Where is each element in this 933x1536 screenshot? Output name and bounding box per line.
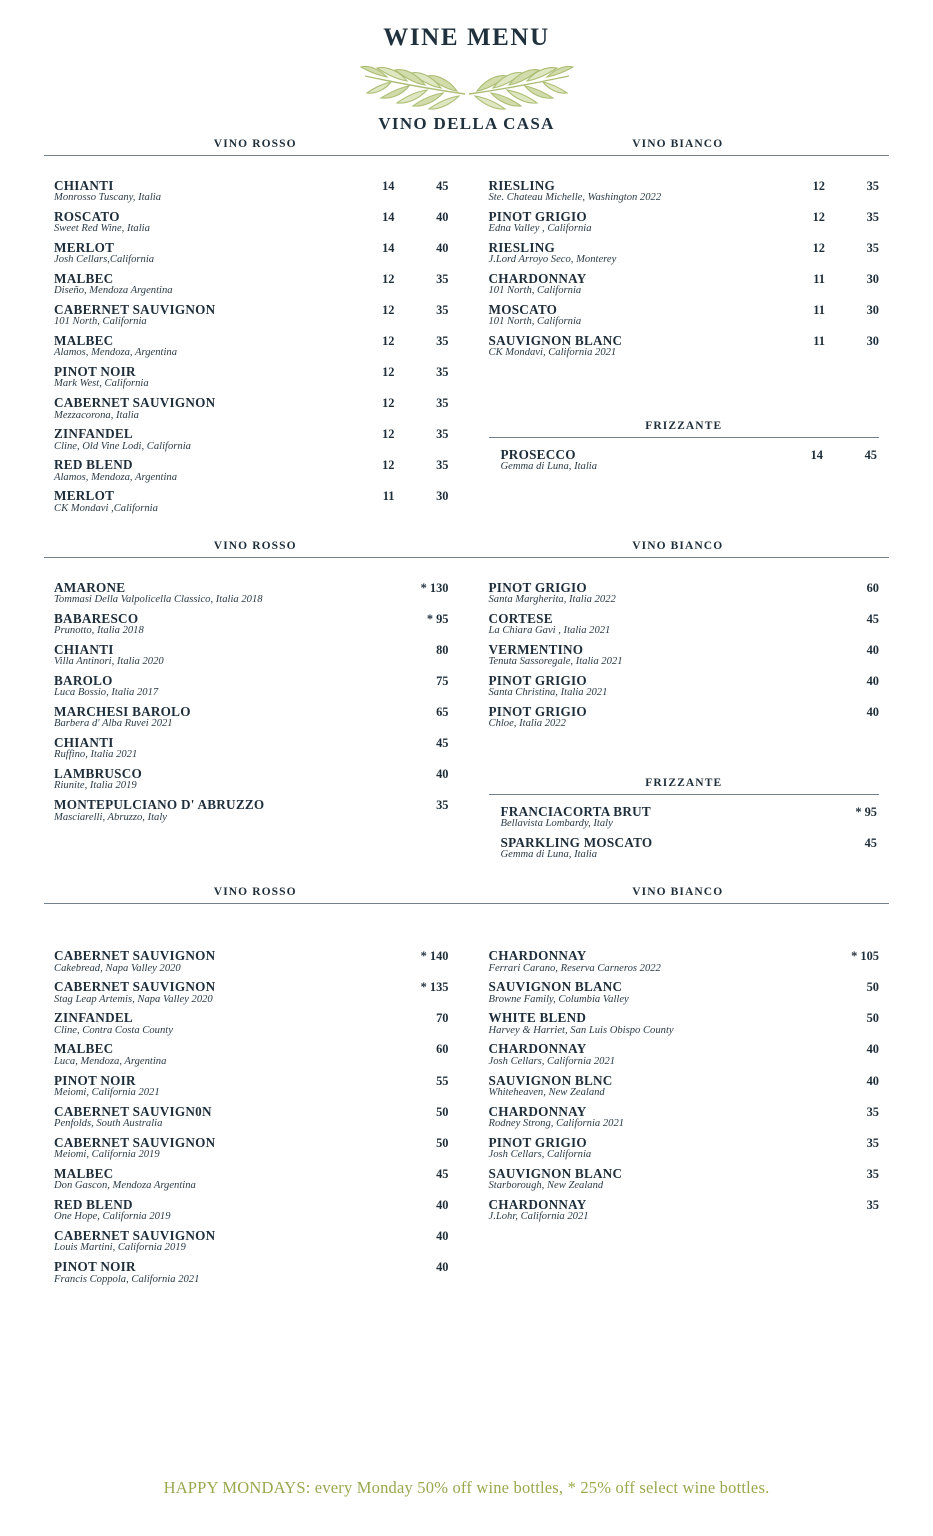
bottle-price: 55 (436, 1073, 449, 1088)
wine-description: Rodney Strong, California 2021 (488, 1118, 625, 1130)
frizzante-divider (489, 794, 880, 795)
wine-description: Penfolds, South Australia (54, 1118, 163, 1130)
list-item[interactable] (54, 611, 449, 638)
wine-name: RIESLING (488, 239, 555, 255)
glass-price: 14 (382, 209, 395, 224)
wine-name: MOSCATO (488, 301, 558, 317)
list-item[interactable] (54, 271, 449, 298)
bottle-price: * 130 (420, 580, 449, 595)
list-item[interactable] (54, 580, 449, 607)
glass-price: 12 (382, 271, 395, 286)
bottle-price: 35 (436, 302, 449, 317)
wine-name: CHARDONNAY (488, 1103, 587, 1119)
wine-description: Cakebread, Napa Valley 2020 (54, 962, 181, 974)
wine-description: Edna Valley , California (488, 222, 592, 234)
section-house (44, 138, 889, 520)
list-item[interactable] (489, 580, 880, 607)
bottle-price: 35 (866, 1166, 879, 1181)
bottle-price: * 95 (855, 805, 877, 819)
wine-description: Browne Family, Columbia Valley (488, 993, 629, 1005)
list-item[interactable] (489, 240, 880, 267)
bottle-price: 35 (866, 240, 879, 255)
wine-name: CHIANTI (54, 177, 114, 193)
list-item[interactable] (489, 704, 880, 731)
glass-price: 11 (813, 333, 825, 348)
bottle-price: 40 (436, 1197, 449, 1212)
column-header-vino-rosso: VINO ROSSO (213, 539, 297, 552)
bottle-price: 35 (436, 396, 449, 411)
wine-name: CABERNET SAUVIGNON (54, 979, 216, 995)
list-item[interactable] (54, 488, 449, 515)
list-item[interactable] (54, 1135, 449, 1162)
wine-name: MALBEC (54, 1165, 114, 1181)
frizzante-header: FRIZZANTE (645, 420, 723, 433)
wine-name: MALBEC (54, 332, 114, 348)
wine-description: Mark West, California (54, 378, 149, 390)
wine-name: CHIANTI (54, 641, 114, 657)
bottle-price: 35 (866, 209, 879, 224)
list-item[interactable] (54, 1010, 449, 1037)
wine-description: Sweet Red Wine, Italia (54, 222, 150, 234)
wine-description: Santa Christina, Italia 2021 (488, 687, 608, 699)
list-item[interactable] (54, 979, 449, 1006)
wine-description: Tommasi Della Valpolicella Classico, Italia 2018 (54, 593, 263, 605)
bottle-price: 50 (866, 980, 879, 995)
wine-name: SAUVIGNON BLANC (488, 332, 623, 348)
list-item[interactable] (54, 333, 449, 360)
page-subtitle: VINO DELLA CASA (378, 113, 555, 133)
wine-name: CABERNET SAUVIGNON (54, 1228, 216, 1244)
wine-description: Monrosso Tuscany, Italia (54, 191, 162, 203)
wine-name: RIESLING (488, 177, 555, 193)
bottle-price: 45 (436, 736, 449, 750)
bottle-price: 35 (866, 178, 879, 193)
wine-description: La Chiara Gavi , Italia 2021 (488, 625, 611, 637)
wine-description: Barbera d' Alba Ruvei 2021 (54, 718, 173, 730)
wine-description: Cline, Old Vine Lodi, California (54, 440, 191, 452)
wine-name: MARCHESI BAROLO (54, 703, 191, 719)
column-header-vino-bianco: VINO BIANCO (632, 886, 724, 899)
reserve-italian-red-list (44, 580, 467, 829)
list-item[interactable] (489, 1073, 880, 1100)
bottle-price: * 140 (420, 949, 449, 964)
wine-name: CABERNET SAUVIGNON (54, 948, 216, 964)
wine-name: PINOT GRIGIO (488, 579, 587, 595)
menu-masthead (0, 0, 933, 134)
list-item[interactable] (54, 642, 449, 669)
bottle-price: 35 (436, 333, 449, 348)
glass-price: 12 (382, 365, 395, 380)
section-reserve-italian (44, 540, 889, 867)
bottle-price: 35 (866, 1104, 879, 1119)
wine-description: Chloe, Italia 2022 (488, 718, 566, 730)
wine-description: Masciarelli, Abruzzo, Italy (54, 811, 167, 823)
wine-name: SAUVIGNON BLANC (488, 979, 623, 995)
list-item[interactable] (54, 1197, 449, 1224)
wine-name: ROSCATO (54, 208, 120, 224)
wine-description: Alamos, Mendoza, Argentina (54, 471, 177, 483)
bottle-price: 35 (866, 1197, 879, 1212)
wine-description: Ferrari Carano, Reserva Carneros 2022 (488, 962, 661, 974)
wine-description: Diseño, Mendoza Argentina (54, 285, 173, 297)
glass-price: 12 (812, 240, 825, 255)
column-header-vino-rosso: VINO ROSSO (213, 137, 297, 150)
list-item[interactable] (54, 395, 449, 422)
wine-description: Francis Coppola, California 2021 (54, 1273, 200, 1285)
glass-price: 12 (382, 302, 395, 317)
bottle-price: 35 (436, 427, 449, 442)
bottle-price: 60 (866, 580, 879, 595)
section-reserve-new-world (44, 886, 889, 1290)
bottle-price: 50 (436, 1135, 449, 1150)
wine-description: J.Lord Arroyo Seco, Monterey (488, 254, 617, 266)
olive-branch-ornament (317, 60, 617, 112)
list-item[interactable] (489, 1166, 880, 1193)
glass-price: 11 (382, 489, 395, 504)
wine-name: MALBEC (54, 1041, 114, 1057)
wine-description: Mezzacorona, Italia (54, 409, 139, 421)
wine-name: SPARKLING MOSCATO (500, 835, 653, 851)
list-item[interactable] (54, 797, 449, 824)
bottle-price: 40 (436, 240, 449, 255)
list-item[interactable] (501, 835, 878, 862)
wine-name: CABERNET SAUVIGNON (54, 395, 216, 411)
list-item[interactable] (54, 364, 449, 391)
wine-description: Tenuta Sassoregale, Italia 2021 (488, 656, 623, 668)
list-item[interactable] (489, 642, 880, 669)
list-item[interactable] (489, 1135, 880, 1162)
wine-description: Whiteheaven, New Zealand (488, 1086, 605, 1098)
house-red-list (44, 178, 467, 520)
wine-description: CK Mondavi, California 2021 (488, 347, 617, 359)
wine-name: PINOT GRIGIO (488, 703, 587, 719)
section-divider (44, 903, 889, 904)
wine-description: Harvey & Harriet, San Luis Obispo County (488, 1024, 674, 1036)
wine-name: FRANCIACORTA BRUT (500, 804, 651, 819)
wine-name: RED BLEND (54, 457, 133, 473)
wine-name: PINOT NOIR (54, 1072, 136, 1088)
wine-name: CABERNET SAUVIGNON (54, 301, 216, 317)
wine-description: Stag Leap Artemis, Napa Valley 2020 (54, 993, 213, 1005)
wine-name: CHIANTI (54, 735, 114, 750)
wine-name: AMARONE (54, 579, 126, 595)
list-item[interactable] (489, 1010, 880, 1037)
section-divider (44, 557, 889, 558)
list-item[interactable] (54, 457, 449, 484)
list-item[interactable] (54, 1041, 449, 1068)
bottle-price: 35 (436, 798, 449, 813)
frizzante-subsection (489, 777, 880, 862)
wine-description: Meiomi, California 2019 (54, 1149, 160, 1161)
reserve-new-world-white-list (467, 948, 890, 1228)
wine-description: Ste. Chateau Michelle, Washington 2022 (488, 191, 662, 203)
frizzante-header: FRIZZANTE (645, 777, 723, 789)
wine-description: Prunotto, Italia 2018 (54, 625, 144, 637)
bottle-price: 40 (866, 1073, 879, 1088)
bottle-price: 30 (436, 489, 449, 504)
list-item[interactable] (489, 333, 880, 360)
list-item[interactable] (54, 704, 449, 731)
happy-mondays-note: HAPPY MONDAYS: every Monday 50% off wine bottles, * 25% off select wine bottles. (163, 1478, 770, 1497)
bottle-price: 65 (436, 704, 449, 719)
list-item[interactable] (489, 271, 880, 298)
bottle-price: 35 (436, 458, 449, 473)
wine-name: BAROLO (54, 672, 113, 688)
list-item[interactable] (54, 426, 449, 453)
bottle-price: 40 (436, 1260, 449, 1275)
frizzante-divider (489, 437, 880, 438)
glass-price: 12 (812, 209, 825, 224)
wine-description: Alamos, Mendoza, Argentina (54, 347, 177, 359)
bottle-price: 70 (436, 1011, 449, 1026)
bottle-price: 40 (866, 1042, 879, 1057)
list-item[interactable] (489, 979, 880, 1006)
wine-name: ZINFANDEL (54, 426, 133, 442)
wine-description: Josh Cellars,California (54, 254, 155, 266)
wine-name: CHARDONNAY (488, 1196, 587, 1212)
wine-description: Santa Margherita, Italia 2022 (488, 593, 616, 605)
wine-description: J.Lohr, California 2021 (488, 1211, 589, 1223)
list-item[interactable] (489, 302, 880, 329)
bottle-price: 45 (866, 611, 879, 626)
wine-description: Gemma di Luna, Italia (500, 461, 598, 473)
list-item[interactable] (54, 1104, 449, 1131)
page-title: WINE MENU (383, 24, 550, 51)
bottle-price: 35 (436, 365, 449, 380)
wine-description: Luca Bossio, Italia 2017 (54, 687, 159, 699)
list-item[interactable] (489, 948, 880, 975)
wine-name: CHARDONNAY (488, 1041, 587, 1057)
wine-description: Villa Antinori, Italia 2020 (54, 656, 164, 668)
list-item[interactable] (489, 1197, 880, 1224)
glass-price: 14 (382, 240, 395, 255)
bottle-price: 35 (436, 271, 449, 286)
column-header-vino-bianco: VINO BIANCO (632, 137, 724, 150)
glass-price: 12 (382, 396, 395, 411)
wine-name: BABARESCO (54, 610, 139, 626)
wine-description: Starborough, New Zealand (488, 1180, 604, 1192)
list-item[interactable] (54, 1259, 449, 1286)
bottle-price: 40 (866, 642, 879, 657)
bottle-price: 50 (866, 1011, 879, 1026)
wine-description: Cline, Contra Costa County (54, 1024, 173, 1036)
glass-price: 12 (382, 333, 395, 348)
list-item[interactable] (54, 673, 449, 700)
bottle-price: 40 (436, 209, 449, 224)
wine-name: CHARDONNAY (488, 270, 587, 286)
wine-name: PINOT NOIR (54, 1259, 136, 1275)
bottle-price: 30 (866, 333, 879, 348)
list-item[interactable] (54, 240, 449, 267)
wine-description: 101 North, California (54, 316, 147, 328)
wine-description: Riunite, Italia 2019 (54, 780, 137, 792)
bottle-price: 40 (436, 767, 449, 782)
glass-price: 12 (382, 458, 395, 473)
wine-name: MALBEC (54, 270, 114, 286)
reserve-italian-white-list (467, 580, 890, 867)
wine-name: CORTESE (488, 610, 553, 626)
bottle-price: * 105 (851, 949, 879, 964)
bottle-price: 60 (436, 1042, 449, 1057)
bottle-price: * 95 (426, 611, 449, 626)
wine-description: 101 North, California (488, 285, 582, 297)
glass-price: 14 (382, 178, 395, 193)
bottle-price: 80 (436, 642, 449, 657)
list-item[interactable] (54, 209, 449, 236)
bottle-price: 30 (866, 271, 879, 286)
house-white-list (467, 178, 890, 479)
bottle-price: 45 (864, 836, 877, 851)
bottle-price: 35 (866, 1135, 879, 1150)
wine-description: 101 North, California (488, 316, 582, 328)
wine-name: LAMBRUSCO (54, 766, 142, 782)
wine-description: Meiomi, California 2021 (54, 1086, 160, 1098)
list-item[interactable] (489, 673, 880, 700)
reserve-new-world-red-list (44, 948, 467, 1290)
wine-description: Luca, Mendoza, Argentina (54, 1055, 167, 1067)
list-item[interactable] (489, 611, 880, 638)
column-header-vino-rosso: VINO ROSSO (213, 886, 297, 899)
frizzante-subsection (489, 420, 880, 474)
list-item[interactable] (489, 1041, 880, 1068)
list-item[interactable] (54, 1166, 449, 1193)
wine-name: PROSECCO (500, 447, 576, 463)
section-divider (44, 155, 889, 156)
wine-description: Bellavista Lombardy, Italy (500, 818, 613, 830)
wine-description: Louis Martini, California 2019 (54, 1242, 186, 1254)
wine-description: Ruffino, Italia 2021 (54, 749, 138, 761)
list-item[interactable] (501, 447, 878, 474)
wine-name: PINOT GRIGIO (488, 208, 587, 224)
bottle-price: 40 (436, 1229, 449, 1244)
wine-description: Gemma di Luna, Italia (500, 849, 598, 861)
list-item[interactable] (54, 1073, 449, 1100)
wine-name: WHITE BLEND (488, 1010, 587, 1026)
wine-name: MERLOT (54, 488, 115, 504)
wine-name: SAUVIGNON BLANC (488, 1165, 623, 1181)
bottle-price: 45 (436, 1166, 449, 1181)
wine-description: CK Mondavi ,California (54, 502, 158, 514)
bottle-price: 45 (864, 448, 877, 463)
wine-name: CHARDONNAY (488, 948, 587, 964)
glass-price: 12 (812, 178, 825, 193)
wine-name: CABERNET SAUVIGNON (54, 1134, 216, 1150)
bottle-price: 50 (436, 1104, 449, 1119)
glass-price: 11 (813, 302, 825, 317)
list-item[interactable] (501, 804, 878, 831)
wine-name: RED BLEND (54, 1196, 133, 1212)
list-item[interactable] (489, 1104, 880, 1131)
list-item[interactable] (54, 178, 449, 205)
wine-name: VERMENTINO (488, 641, 584, 657)
list-item[interactable] (54, 1228, 449, 1255)
bottle-price: * 135 (420, 980, 449, 995)
bottle-price: 30 (866, 302, 879, 317)
glass-price: 14 (810, 448, 823, 463)
bottle-price: 40 (866, 673, 879, 688)
wine-name: MONTEPULCIANO D' ABRUZZO (54, 797, 265, 813)
wine-description: Josh Cellars, California 2021 (488, 1055, 616, 1067)
wine-name: SAUVIGNON BLNC (488, 1072, 613, 1088)
bottle-price: 40 (866, 704, 879, 719)
section-reserve-new-world-headers (44, 886, 889, 903)
list-item[interactable] (54, 948, 449, 975)
list-item[interactable] (489, 209, 880, 236)
section-house-headers (44, 138, 889, 155)
wine-description: One Hope, California 2019 (54, 1211, 171, 1223)
list-item[interactable] (54, 766, 449, 793)
bottle-price: 45 (436, 178, 449, 193)
wine-name: MERLOT (54, 239, 115, 255)
wine-name: PINOT GRIGIO (488, 1134, 587, 1150)
bottle-price: 75 (436, 673, 449, 688)
glass-price: 11 (813, 271, 825, 286)
list-item[interactable] (54, 302, 449, 329)
wine-description: Don Gascon, Mendoza Argentina (54, 1180, 196, 1192)
wine-name: PINOT GRIGIO (488, 672, 587, 688)
wine-name: ZINFANDEL (54, 1010, 133, 1026)
wine-description: Josh Cellars, California (488, 1149, 592, 1161)
list-item[interactable] (489, 178, 880, 205)
wine-name: CABERNET SAUVIGN0N (54, 1103, 212, 1119)
glass-price: 12 (382, 427, 395, 442)
list-item[interactable] (54, 735, 449, 762)
wine-name: PINOT NOIR (54, 364, 136, 380)
column-header-vino-bianco: VINO BIANCO (632, 539, 724, 552)
section-reserve-italian-headers (44, 540, 889, 557)
